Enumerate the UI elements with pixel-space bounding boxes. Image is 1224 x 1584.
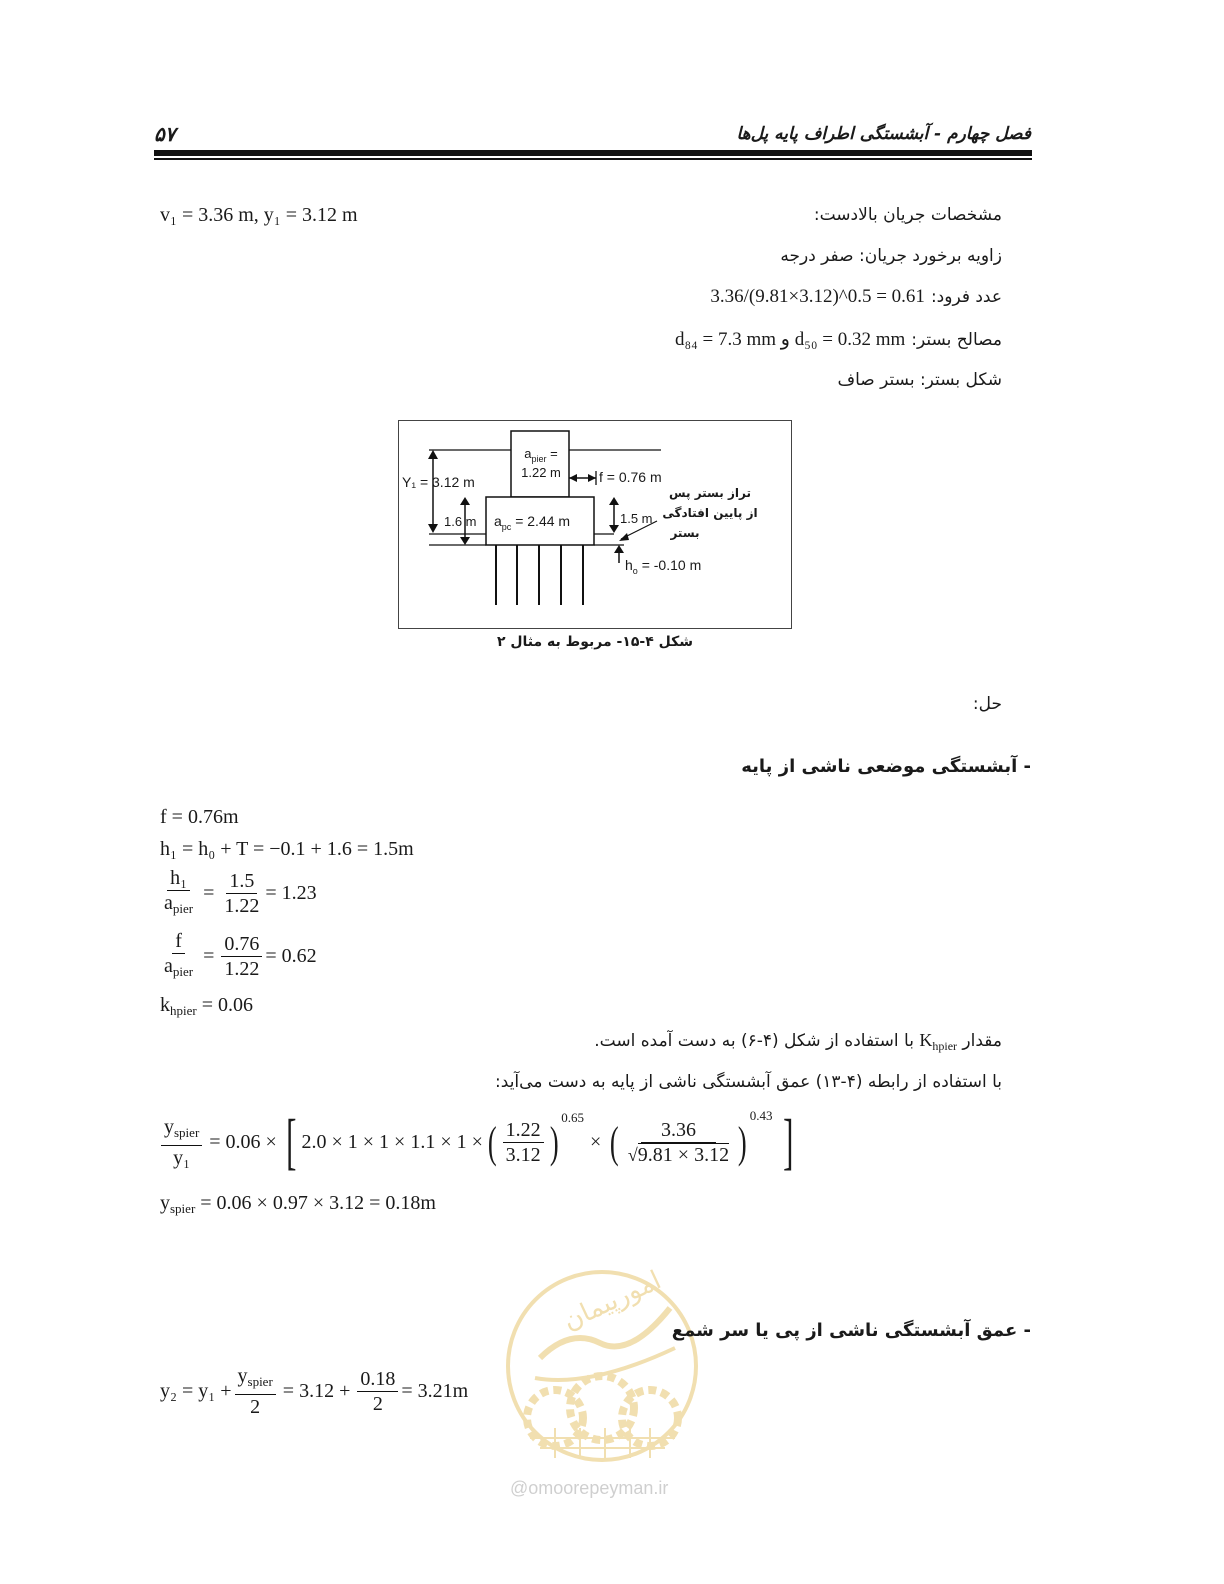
section1-title: - آبشستگی موضعی ناشی از پایه	[741, 756, 1031, 777]
eq-y2: y₂ = y₁ + $\frac{y_{spier}}{2}$ = 3.12 + $\frac{0.18}{2}$ = 3.21m	[160, 1365, 469, 1418]
froude-label: عدد فرود:	[930, 287, 1002, 307]
froude-expr: 3.36/(9.81×3.12)^0.5 = 0.61	[710, 286, 925, 307]
eq-khpier: $k_{hpier} = 0.06$	[160, 994, 253, 1018]
watermark-logo	[500, 1265, 705, 1508]
bed-note-line1: تراز بستر پس	[669, 486, 751, 500]
right-bracket: ]	[783, 1108, 794, 1176]
at-icon: @	[510, 1478, 529, 1498]
ho-label: $h_o = -0.10$ m	[625, 557, 702, 576]
eq-h1: h₁ = h₀ + T = −0.1 + 1.6 = 1.5m	[160, 838, 414, 860]
eq-yspier: $y_{spier} = 0.06 \times 0.97 \times 3.12 = 0.18m$	[160, 1192, 436, 1216]
upstream-label: مشخصات جریان بالادست:	[813, 205, 1002, 225]
page-number: ۵۷	[154, 122, 176, 146]
eq-f: f = 0.76m	[160, 806, 239, 828]
text-relation: با استفاده از رابطه (۴-۱۳) عمق آبشستگی ناشی از پایه به دست می‌آید:	[495, 1072, 1002, 1092]
bed-form-line: شکل بستر: بستر صاف	[837, 370, 1002, 390]
frac-yspier-y1: $\frac{y_{spier}}{\text{y₁}}$	[161, 1115, 202, 1170]
left-bracket: [	[286, 1108, 297, 1176]
t-label: 1.6 m	[444, 514, 477, 529]
frac-1-22-3-12: $\frac{1.22}{3.12}$	[503, 1118, 544, 1167]
frac-yspier-2: $\frac{y_{spier}}{2}$	[235, 1364, 276, 1419]
angle-line: زاویه برخورد جریان: صفر درجه	[780, 246, 1002, 266]
eq-h1-ratio: $\frac{\text{h₁}}{a_{pier}}$ = $\frac{1.5}{1.22}$ = 1.23	[158, 866, 317, 921]
frac-1-5-1-22: $\frac{1.5}{1.22}$	[224, 870, 260, 917]
solution-label: حل:	[972, 694, 1002, 714]
frac-0-18-2: $\frac{0.18}{2}$	[357, 1367, 398, 1416]
text-khpier: مقدار $K_{hpier}$ با استفاده از شکل (۴-۶) به دست آمده است.	[594, 1030, 1002, 1053]
bed-material-label: مصالح بستر:	[911, 330, 1002, 350]
bed-material-line	[675, 328, 1002, 351]
frac-froude: $\frac{3.36}{√9.81 \times 3.12}$	[627, 1118, 730, 1166]
eq-f-ratio: $\frac{f}{a_{pier}}$ = $\frac{0.76}{1.22}$ = 0.62	[158, 929, 317, 984]
y1-label: Y₁ = 3.12 m	[402, 474, 475, 490]
frac-h1-apier: $\frac{\text{h₁}}{a_{pier}}$	[164, 867, 194, 916]
section2-title: - عمق آبشستگی ناشی از پی یا سر شمع	[671, 1320, 1031, 1341]
bed-note-line3: بستر	[670, 526, 700, 540]
figure-caption: شکل ۴-۱۵- مربوط به مثال ۲	[496, 634, 694, 650]
bed-note-line2: از پایین افتادگی	[662, 506, 758, 520]
bed-material-value: d₅₀ = 0.32 mm و d₈₄ = 7.3 mm	[675, 329, 906, 350]
bed-note	[655, 483, 765, 543]
chapter-title: فصل چهارم - آبشستگی اطراف پایه پل‌ها	[736, 124, 1031, 144]
header-rule-thin	[154, 158, 1032, 160]
watermark-logo-text: امورپیمان	[558, 1265, 666, 1337]
header-rule-thick	[154, 150, 1032, 156]
apier-label: $a_{pier}$ = 1.22 m	[521, 446, 561, 480]
froude-line	[710, 286, 1002, 308]
eq-big: $\frac{y_{spier}}{\text{y₁}}$ = 0.06 × [ 2.0 × 1 × 1 × 1.1 × 1 × ( $\frac{1.22}{3.12}$ ) 0.65 × ( $\frac{3.36}{√9.81 \times 3.12}$ ) 0.43 ]	[158, 1108, 799, 1176]
h-label: 1.5 m	[620, 511, 653, 526]
pier-diagram	[398, 420, 792, 629]
f-label: f = 0.76 m	[599, 469, 662, 485]
frac-0-76-1-22: $\frac{0.76}{1.22}$	[221, 932, 262, 981]
frac-f-apier: $\frac{f}{a_{pier}}$	[164, 930, 194, 979]
apc-label: $a_{pc} = 2.44$ m	[494, 513, 571, 532]
upstream-values: v₁ = 3.36 m, y₁ = 3.12 m	[160, 204, 358, 226]
watermark-site: @omoorepeyman.ir	[510, 1478, 669, 1498]
